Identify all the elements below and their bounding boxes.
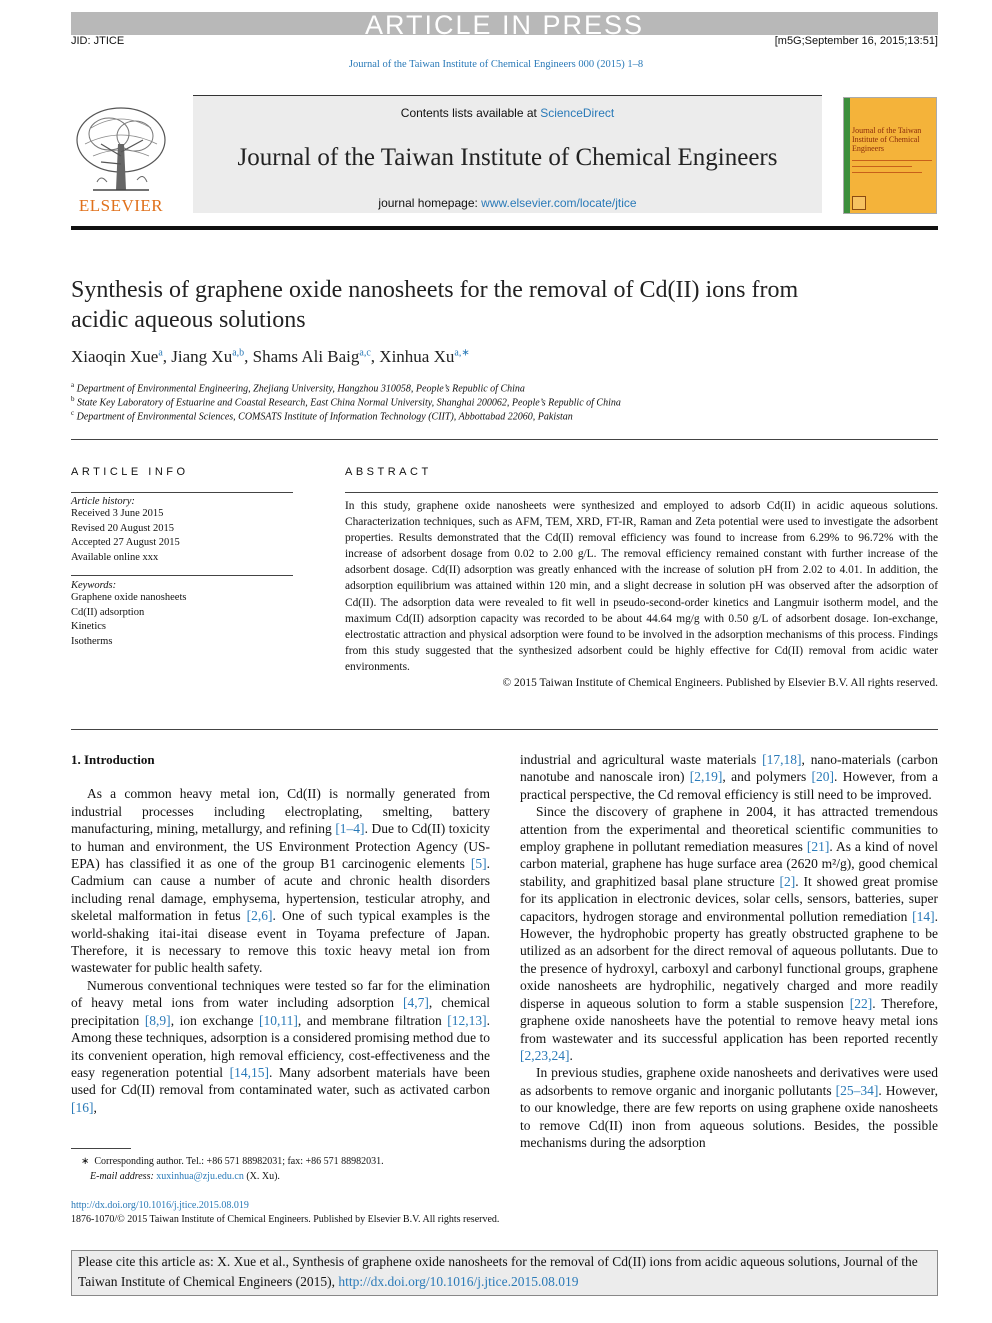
journal-title: Journal of the Taiwan Institute of Chemical Engineers — [237, 144, 778, 171]
affiliation-marker: c — [71, 409, 75, 417]
paragraph — [520, 1064, 938, 1151]
citation-reference-link[interactable]: [1–4] — [335, 821, 365, 837]
paragraph — [520, 751, 938, 803]
history-label: Article history: — [71, 496, 135, 507]
article-history — [71, 496, 180, 565]
body-text: industrial and agricultural waste materials — [520, 752, 763, 767]
author-name[interactable]: Xinhua Xu — [379, 347, 455, 366]
keyword: Cd(II) adsorption — [71, 606, 145, 618]
author-name[interactable]: Xiaoqin Xue — [71, 347, 159, 366]
body-text: . As a kind of novel carbon material, graphene has huge surface area (2620 m²/g), good chemical stability, and graphitized basal plane structure — [520, 839, 938, 889]
affiliation — [71, 395, 621, 408]
body-text: . Among these techniques, adsorption is a considered promising method due to its convenient operation, high removal efficiency, cost-effectiveness and the easy regeneration potential — [71, 1012, 491, 1080]
citation-reference-link[interactable]: [5] — [470, 856, 487, 872]
author-affiliation-marker[interactable]: a,∗ — [454, 347, 470, 359]
jid-label: JID: JTICE — [71, 35, 125, 47]
citation-reference-link[interactable]: [17,18] — [762, 752, 802, 767]
history-item: Available online xxx — [71, 551, 159, 563]
cover-logo-icon — [852, 196, 866, 210]
citation-reference-link[interactable]: [20] — [811, 769, 835, 785]
paragraph — [71, 785, 490, 976]
body-text: . Therefore, graphene oxide nanosheets have the potential to remove heavy metal ions from wastewater and its successful application has been reported recently — [520, 995, 938, 1046]
affiliation-marker: a — [71, 381, 75, 389]
cover-spine — [844, 98, 850, 214]
affiliation-text: Department of Environmental Engineering, Zhejiang University, Hangzhou 310058, People’s Republic of China — [76, 383, 525, 395]
body-text: . Due to Cd(II) toxicity to human and environment, the US Environment Protection Agency (US-EPA) has classified it as one of the group B1 carcinogenic elements — [71, 821, 491, 872]
citation-doi-link[interactable]: http://dx.doi.org/10.1016/j.jtice.2015.08.019 — [338, 1274, 579, 1289]
citation-box — [71, 1250, 938, 1296]
body-text: As a common heavy metal ion, Cd(II) is normally generated from industrial processes including electroplating, smelting, battery manufacturing, mining, metallurgy, and refining — [71, 786, 490, 837]
body-text: In previous studies, graphene oxide nanosheets and derivatives were used as adsorbents to remove organic and inorganic pollutants — [520, 1065, 938, 1098]
info-rule — [71, 492, 293, 493]
publisher-name: ELSEVIER — [78, 196, 164, 215]
affiliation-marker: b — [71, 395, 75, 403]
contents-line — [193, 106, 822, 120]
body-text: . Cadmium can cause a number of acute and chronic health disorders including renal damage, emphysema, hypertension, testicular atrophy, and skeletal malformation in fetus — [71, 856, 490, 924]
affiliation — [71, 409, 573, 422]
email-suffix: (X. Xu). — [243, 1171, 280, 1182]
citation-reference-link[interactable]: [14,15] — [229, 1064, 269, 1080]
corresponding-text: Corresponding author. Tel.: +86 571 88982031; fax: +86 571 88982031. — [94, 1156, 384, 1167]
journal-cover[interactable] — [843, 97, 937, 214]
cover-rule — [852, 172, 922, 173]
body-text: , and polymers — [722, 769, 812, 785]
keyword: Kinetics — [71, 621, 106, 632]
email-link[interactable]: xuxinhua@zju.edu.cn — [156, 1171, 244, 1182]
body-text: . Many adsorbent materials have been used for Cd(II) removal from contaminated water, such as activated carbon — [71, 1064, 490, 1098]
body-text: . However, to our knowledge, there are few reports on using graphene oxide nanosheets to remove Cd(II) inon from aqueous solutions. Besides, the possible mechanisms during the adsorption — [520, 1082, 939, 1150]
citation-text: Please cite this article as: X. Xue et al., Synthesis of graphene oxide nanosheets for the removal of Cd(II) ions from acidic aqueous solutions, Journal of the Taiwan Institute of Chemical Engineers (2015), — [78, 1254, 918, 1289]
journal-reference-link[interactable]: Journal of the Taiwan Institute of Chemical Engineers 000 (2015) 1–8 — [348, 59, 644, 70]
affiliation-text: Department of Environmental Sciences, COMSATS Institute of Information Technology (CIIT), Abbottabad 22060, Pakistan — [76, 411, 573, 423]
footnote-rule — [71, 1148, 131, 1149]
body-text: . One of such typical examples is the world-shaking itai-itai disease event in Toyama prefecture of Japan. Therefore, it is necessary to remove this toxic heavy metal ion from wastewater for public health safety. — [71, 908, 490, 976]
keywords-label: Keywords: — [71, 580, 117, 591]
author-affiliation-marker[interactable]: a,b — [232, 347, 245, 359]
cover-title: Journal of the Taiwan Institute of Chemical Engineers — [852, 126, 922, 153]
body-text: . However, the hydrophobic property has greatly obstructed graphene to be utilized as an adsorbent for the direct removal of aqueous pollutants. Due to the presence of hydroxyl, carboxyl and carbonyl functional groups, graphene oxide nanosheets are hydrophilic, negatively charged and more readily disperse in aqueous solution to form a stable suspension — [520, 908, 938, 1011]
article-in-press-banner: ARTICLE IN PRESS — [71, 12, 938, 35]
history-item: Received 3 June 2015 — [71, 508, 164, 519]
sciencedirect-link[interactable]: ScienceDirect — [540, 106, 615, 120]
citation-reference-link[interactable]: [21] — [806, 839, 830, 855]
email-label: E-mail address: — [90, 1171, 157, 1182]
body-text: . It showed great promise for its application in electronic devices, solar cells, sensors, batteries, super capacitors, hydrogen storage and environmental pollution remediation — [520, 873, 938, 924]
homepage-line — [193, 196, 822, 210]
author-list: Xiaoqin Xue$^a$, Jiang Xu$^{a,b}$, Shams Ali Baig$^{a,c}$, Xinhua $Xu^{a,∗}$ — [71, 347, 470, 366]
author-name[interactable]: Jiang Xu — [171, 347, 233, 366]
citation-reference-link[interactable]: [2] — [779, 873, 796, 889]
abstract-heading: ABSTRACT — [345, 466, 432, 478]
citation-reference-link[interactable]: [2,23,24] — [520, 1047, 570, 1063]
masthead-divider — [71, 226, 938, 230]
paragraph — [71, 977, 490, 1116]
abstract-body — [345, 498, 938, 691]
citation-reference-link[interactable]: [16] — [71, 1099, 94, 1115]
footnote — [81, 1154, 501, 1184]
author-affiliation-marker[interactable]: a — [158, 347, 163, 359]
citation-reference-link[interactable]: [8,9] — [144, 1012, 171, 1028]
affiliation — [71, 381, 525, 394]
doi-link[interactable]: http://dx.doi.org/10.1016/j.jtice.2015.08.019 — [71, 1200, 249, 1211]
keyword: Isotherms — [71, 635, 113, 647]
email-line — [81, 1169, 501, 1184]
citation-reference-link[interactable]: [25–34] — [835, 1082, 879, 1098]
citation-reference-link[interactable]: [14] — [912, 908, 935, 924]
citation-reference-link[interactable]: [2,6] — [246, 908, 273, 924]
author-name[interactable]: Shams Ali Baig — [252, 347, 360, 366]
homepage-prefix: journal homepage: — [378, 196, 482, 210]
body-text: Since the discovery of graphene in 2004, it has attracted tremendous attention from the experimental and theoretical scientific communities to employ graphene in pollutant remediation measures — [520, 804, 938, 855]
body-text: , nano-materials (carbon nanotube and nanoscale iron) — [520, 752, 938, 785]
section-divider — [71, 729, 938, 730]
body-text: . — [569, 1047, 573, 1063]
citation-reference-link[interactable]: [22] — [849, 995, 873, 1011]
affiliation-text: State Key Laboratory of Estuarine and Coastal Research, East China Normal University, Shanghai 200062, People’s Republic of China — [77, 397, 621, 409]
body-text: , chemical precipitation — [71, 995, 490, 1028]
abstract-copyright: © 2015 Taiwan Institute of Chemical Engineers. Published by Elsevier B.V. All rights reserved. — [502, 677, 938, 690]
body-text: . However, from a practical perspective, the Cd removal efficiency is still need to be improved. — [520, 769, 938, 802]
history-item: Accepted 27 August 2015 — [71, 537, 180, 548]
body-text: , ion exchange — [170, 1012, 260, 1028]
history-item: Revised 20 August 2015 — [71, 522, 174, 534]
elsevier-logo — [71, 104, 171, 216]
citation-reference-link[interactable]: [10,11] — [259, 1012, 298, 1028]
citation-reference-link[interactable]: [2,19] — [689, 769, 723, 785]
timestamp-label: [m5G;September 16, 2015;13:51] — [774, 35, 938, 47]
body-text: , — [93, 1099, 97, 1115]
keyword: Graphene oxide nanosheets — [71, 592, 187, 603]
left-column — [71, 751, 490, 1116]
abstract-rule — [345, 492, 938, 493]
body-text: Numerous conventional techniques were tested so far for the elimination of heavy metal ions from water including adsorption — [71, 977, 490, 1011]
body-text: , and membrane filtration — [297, 1012, 448, 1028]
corresponding-author-note — [81, 1154, 501, 1169]
section-divider — [71, 439, 938, 440]
author-affiliation-marker[interactable]: a,c — [359, 347, 371, 359]
cover-rule — [852, 160, 932, 161]
keywords — [71, 580, 186, 649]
contents-prefix: Contents lists available at — [400, 106, 541, 120]
section-heading: 1. Introduction — [71, 752, 155, 767]
info-rule — [71, 575, 293, 576]
rights-statement: 1876-1070/© 2015 Taiwan Institute of Chemical Engineers. Published by Elsevier B.V. All rights reserved. — [71, 1214, 500, 1225]
abstract-text: In this study, graphene oxide nanosheets were synthesized and employed to adsorb Cd(II) in acidic aqueous solutions. Characterization techniques, such as AFM, TEM, XRD, FT-IR, Raman and Zeta potential were used to investigate the adsorbent properties. Results demonstrated that the Cd(II) removal efficiency was found to increase from 6.29% to 96.72% with the increase of adsorbent dosage from 0.02 to 2.00 g/L. The removal efficiency remained constant with further increase of the adsorbent dosage. Cd(II) adsorption was greatly enhanced with the increase of solution pH from 2.02 to 4.01. In addition, the adsorption equilibrium was attained within 120 min, and a slight decrease in solution pH was observed after the adsorption of Cd(II). The adsorption data were revealed to fit well in pseudo-second-order kinetics and Langmuir isotherm model, and the maximum Cd(II) adsorption capacity was recorded to be about 44.64 mg/g with 0.50 g/L of adsorbent dosage. Ion-exchange, electrostatic attraction and physical adsorption were found to be involved in the adsorption mechanisms of this process. Findings from this study suggested that the synthesized adsorbent could be highly effective for Cd(II) removal from acidic water environments. — [345, 500, 938, 673]
cover-rule — [852, 166, 912, 167]
footnote-star: ∗ — [81, 1156, 90, 1167]
journal-masthead — [193, 95, 822, 213]
right-column — [520, 751, 938, 1151]
article-title: Synthesis of graphene oxide nanosheets for the removal of Cd(II) ions from acidic aqueous solutions — [71, 277, 799, 333]
citation-reference-link[interactable]: [4,7] — [403, 995, 429, 1011]
citation-reference-link[interactable]: [12,13] — [447, 1012, 487, 1028]
article-info-heading: ARTICLE INFO — [71, 466, 189, 478]
paragraph — [520, 803, 938, 1064]
homepage-link[interactable]: www.elsevier.com/locate/jtice — [481, 196, 637, 210]
